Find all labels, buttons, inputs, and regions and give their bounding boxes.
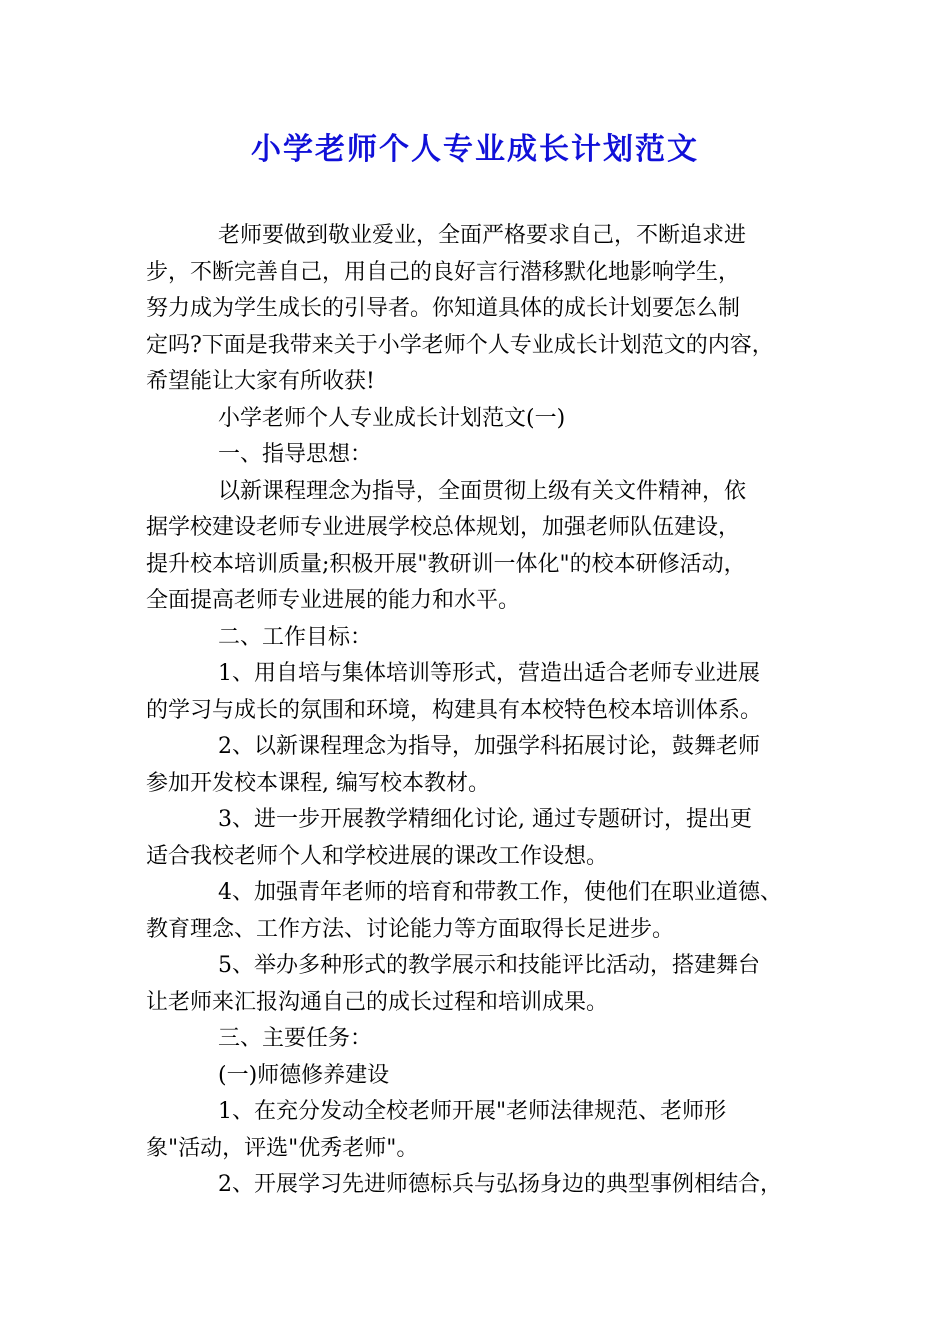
- text-line: 的学习与成长的氛围和环境，构建具有本校特色校本培训体系。: [146, 697, 763, 723]
- text-line: (一)师德修养建设: [218, 1062, 390, 1088]
- text-line: 步，不断完善自己，用自己的良好言行潜移默化地影响学生，: [146, 259, 741, 285]
- text-line: 提升校本培训质量;积极开展"教研训一体化"的校本研修活动，: [146, 551, 746, 577]
- text-line: 努力成为学生成长的引导者。你知道具体的成长计划要怎么制: [146, 296, 741, 321]
- document-body: [146, 218, 826, 1204]
- text-line: 2、开展学习先进师德标兵与弘扬身边的典型事例相结合，: [218, 1172, 782, 1197]
- text-line: 小学老师个人专业成长计划范文(一): [218, 405, 566, 431]
- text-line: 二、工作目标：: [218, 624, 373, 650]
- text-line: 让老师来汇报沟通自己的成长过程和培训成果。: [146, 989, 609, 1015]
- text-line: 参加开发校本课程, 编写校本教材。: [146, 770, 490, 796]
- text-line: 一、指导思想：: [218, 442, 373, 467]
- text-line: 4、加强青年老师的培育和带教工作，使他们在职业道德、: [218, 880, 782, 905]
- text-line: 希望能让大家有所收获!: [146, 369, 375, 394]
- text-line: 三、主要任务：: [218, 1026, 373, 1051]
- text-line: 3、进一步开展教学精细化讨论, 通过专题研讨，提出更: [218, 807, 752, 832]
- text-line: 象"活动，评选"优秀老师"。: [146, 1135, 419, 1161]
- text-line: 2、以新课程理念为指导，加强学科拓展讨论，鼓舞老师: [218, 734, 760, 759]
- text-line: 定吗?下面是我带来关于小学老师个人专业成长计划范文的内容，: [146, 332, 774, 358]
- document-title: 小学老师个人专业成长计划范文: [251, 132, 699, 167]
- text-line: 5、举办多种形式的教学展示和技能评比活动，搭建舞台: [218, 953, 760, 978]
- text-line: 适合我校老师个人和学校进展的课改工作设想。: [146, 843, 609, 869]
- text-line: 1、用自培与集体培训等形式，营造出适合老师专业进展: [218, 661, 760, 686]
- text-line: 1、在充分发动全校老师开展"老师法律规范、老师形: [218, 1099, 727, 1124]
- text-line: 以新课程理念为指导，全面贯彻上级有关文件精神，依: [218, 478, 747, 504]
- text-line: 全面提高老师专业进展的能力和水平。: [146, 588, 521, 613]
- text-line: 教育理念、工作方法、讨论能力等方面取得长足进步。: [146, 916, 675, 942]
- text-line: 据学校建设老师专业进展学校总体规划，加强老师队伍建设，: [146, 515, 741, 540]
- text-line: 老师要做到敬业爱业，全面严格要求自己，不断追求进: [218, 223, 747, 248]
